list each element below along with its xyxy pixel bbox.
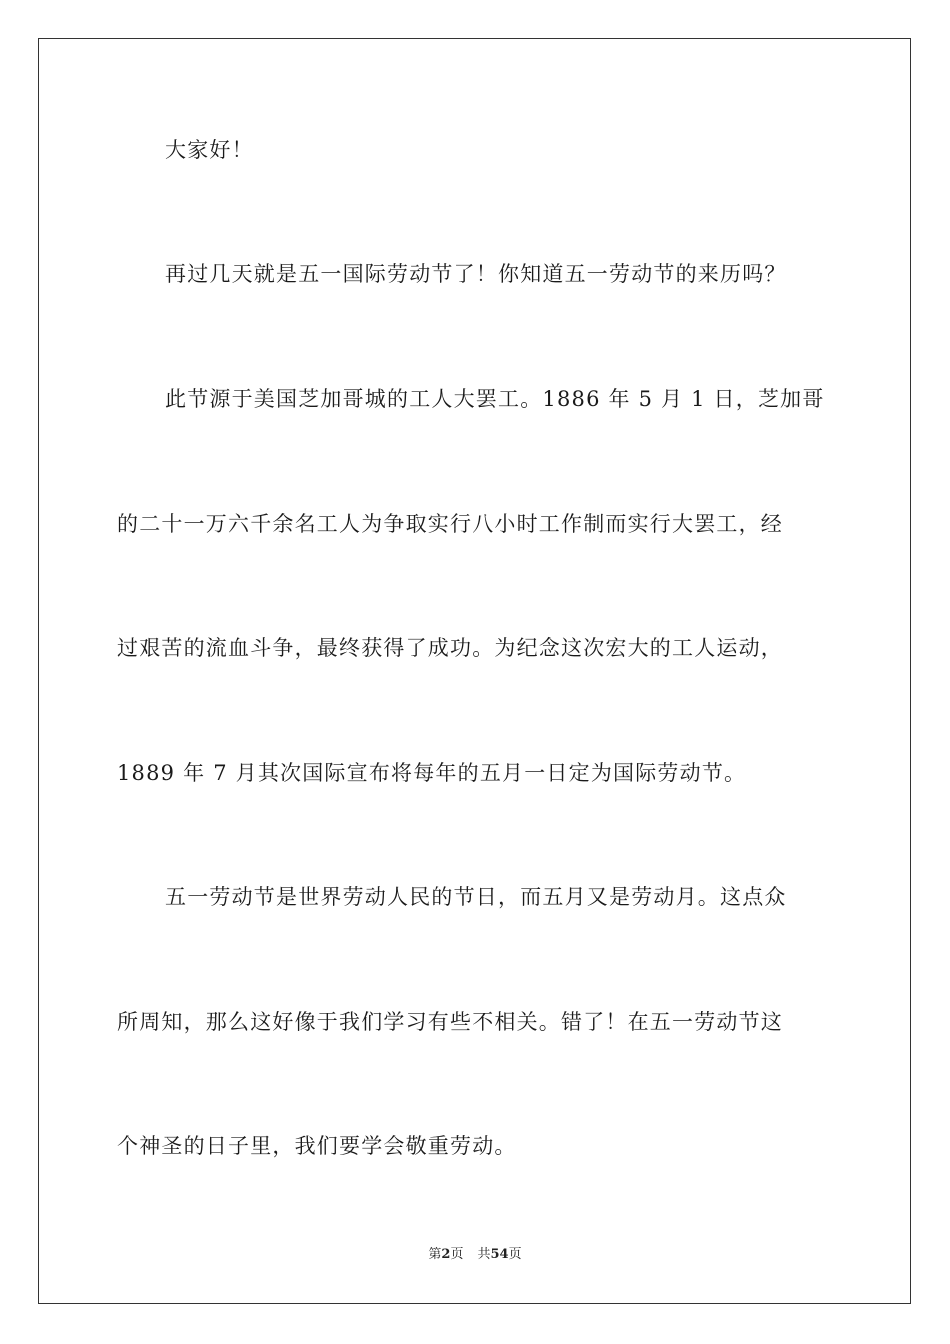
page-prefix: 第 (428, 1247, 442, 1262)
paragraph-2-line-1: 此节源于美国芝加哥城的工人大罢工。1886 年 5 月 1 日，芝加哥 (165, 387, 825, 411)
paragraph-3-line-3: 个神圣的日子里，我们要学会敬重劳动。 (117, 1134, 517, 1158)
page-suffix: 页 (450, 1247, 464, 1262)
page-border (38, 38, 911, 1304)
paragraph-2-line-2: 的二十一万六千余名工人为争取实行八小时工作制而实行大罢工，经 (117, 512, 783, 536)
greeting-line: 大家好！ (165, 138, 254, 162)
page-number: 2 (441, 1247, 451, 1262)
paragraph-1-line-1: 再过几天就是五一国际劳动节了！你知道五一劳动节的来历吗？ (165, 262, 787, 286)
paragraph-2-line-4: 1889 年 7 月其次国际宣布将每年的五月一日定为国际劳动节。 (117, 761, 747, 785)
paragraph-3-line-2: 所周知，那么这好像于我们学习有些不相关。错了！在五一劳动节这 (117, 1010, 783, 1034)
paragraph-3-line-1: 五一劳动节是世界劳动人民的节日，而五月又是劳动月。这点众 (165, 885, 787, 909)
paragraph-2-line-3: 过艰苦的流血斗争，最终获得了成功。为纪念这次宏大的工人运动， (117, 636, 783, 660)
total-suffix: 页 (508, 1247, 522, 1262)
total-prefix: 共 (477, 1247, 491, 1262)
page-footer (0, 1246, 950, 1264)
total-pages: 54 (490, 1247, 509, 1262)
